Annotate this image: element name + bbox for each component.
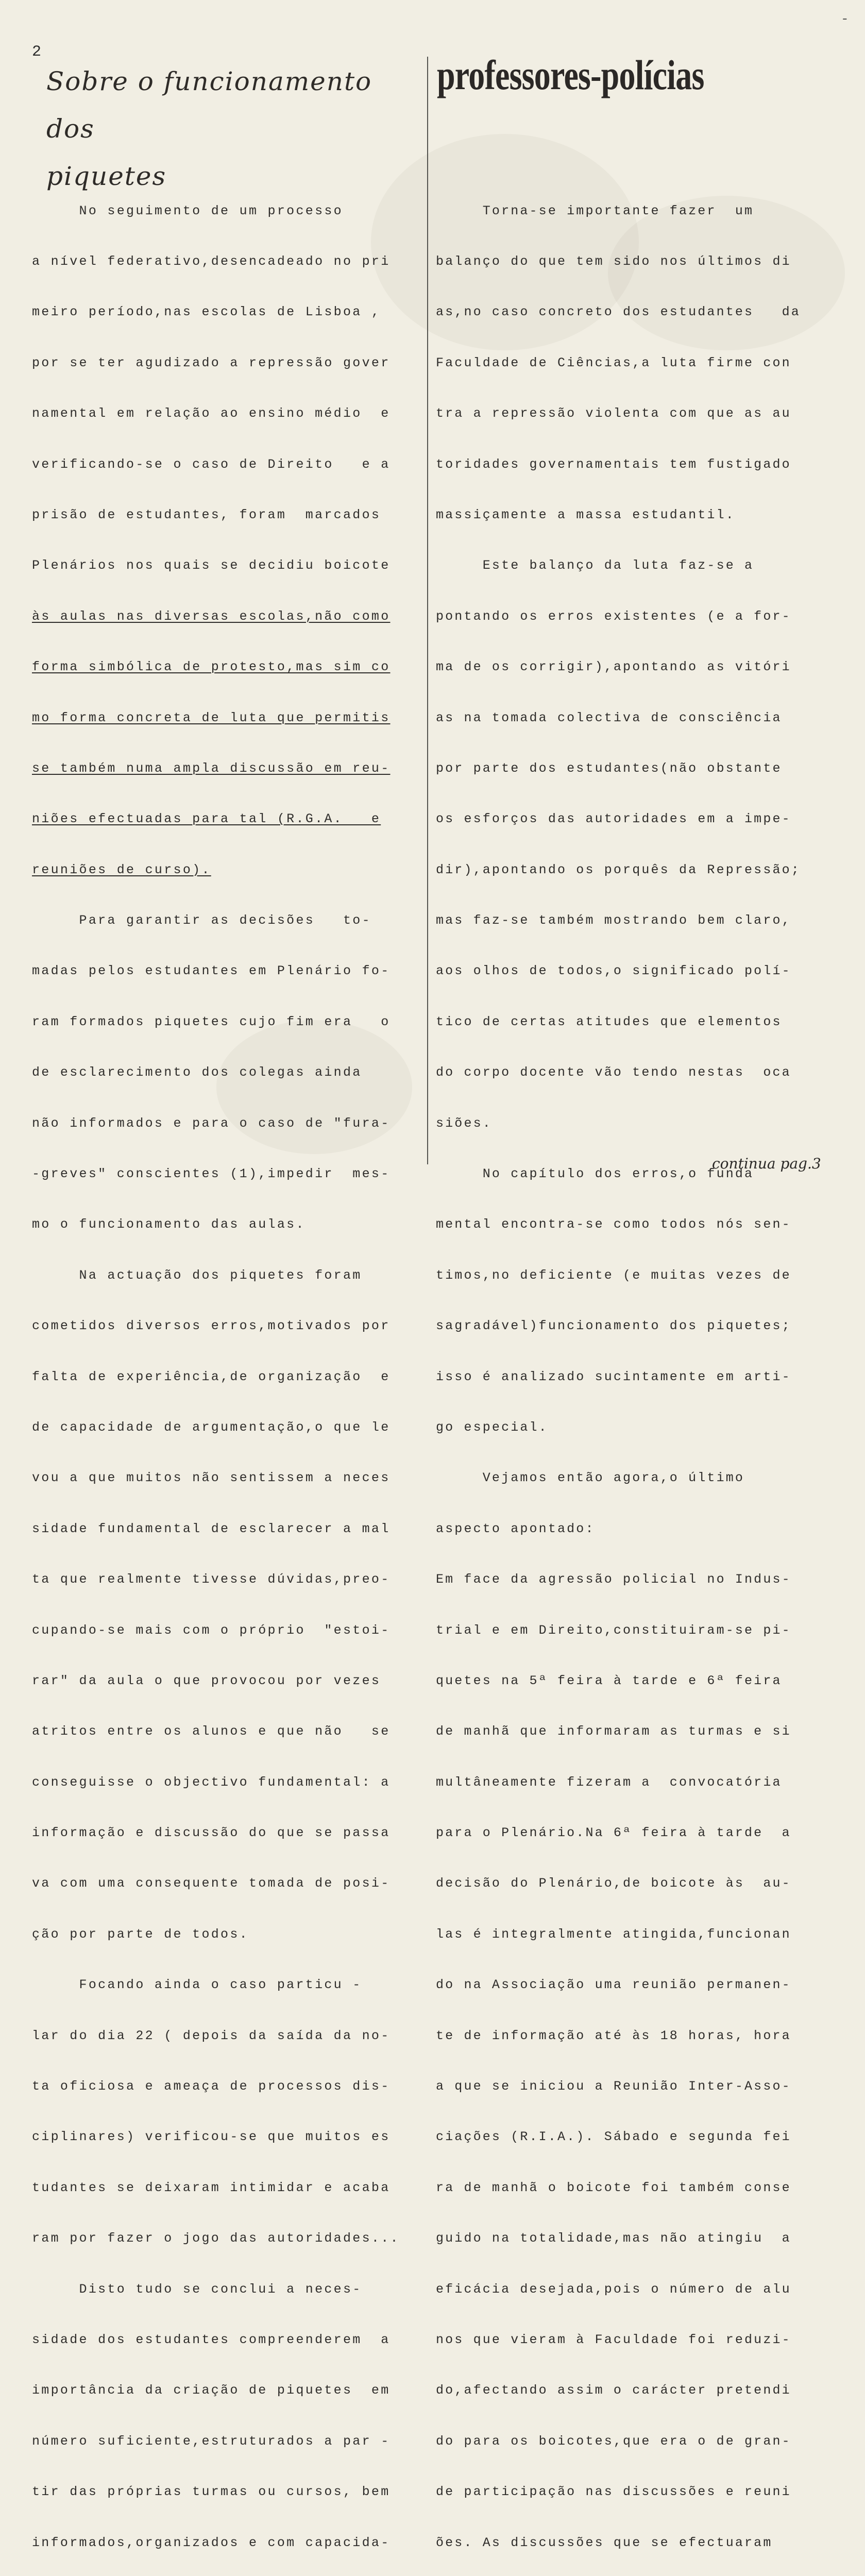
underlined-text-line: se também numa ampla discussão em reu- xyxy=(32,760,391,776)
text-line: tra a repressão violenta com que as au xyxy=(436,406,791,421)
text-line: Faculdade de Ciências,a luta firme con xyxy=(436,355,791,370)
underlined-text-line: niões efectuadas para tal (R.G.A. e xyxy=(32,811,381,827)
text-line: decisão do Plenário,de boicote às au- xyxy=(436,1876,791,1891)
text-line: vou a que muitos não sentissem a neces xyxy=(32,1470,391,1486)
text-line: não informados e para o caso de "fura- xyxy=(32,1115,391,1131)
text-line: ra de manhã o boicote foi também conse xyxy=(436,2180,791,2195)
text-line: las é integralmente atingida,funcionan xyxy=(436,1926,791,1942)
text-line: cometidos diversos erros,motivados por xyxy=(32,1318,391,1334)
text-line: a que se iniciou a Reunião Inter-Asso- xyxy=(436,2079,791,2094)
text-line: Na actuação dos piquetes foram xyxy=(32,1267,362,1283)
underlined-text-line: reuniões de curso). xyxy=(32,862,211,877)
underlined-text-line: forma simbólica de protesto,mas sim co xyxy=(32,659,391,675)
text-line: falta de experiência,de organização e xyxy=(32,1369,391,1384)
text-line: Em face da agressão policial no Indus- xyxy=(436,1572,791,1587)
text-line: atritos entre os alunos e que não se xyxy=(32,1724,391,1739)
text-line: informação e discussão do que se passa xyxy=(32,1825,391,1841)
text-line: namental em relação ao ensino médio e xyxy=(32,406,391,421)
text-line: dir),apontando os porquês da Repressão; xyxy=(436,862,801,877)
text-line: meiro período,nas escolas de Lisboa , xyxy=(32,304,381,320)
left-article-body xyxy=(32,169,423,2576)
text-line: multâneamente fizeram a convocatória xyxy=(436,1774,782,1790)
text-line: Para garantir as decisões to- xyxy=(32,913,371,928)
text-line: nos que vieram à Faculdade foi reduzi- xyxy=(436,2332,791,2347)
text-line: ta que realmente tivesse dúvidas,preo- xyxy=(32,1572,391,1587)
text-line: mental encontra-se como todos nós sen- xyxy=(436,1217,791,1232)
text-line: a nível federativo,desencadeado no pri xyxy=(32,253,391,269)
text-line: eficácia desejada,pois o número de alu xyxy=(436,2281,791,2297)
text-line: mo o funcionamento das aulas. xyxy=(32,1217,306,1232)
text-line: lar do dia 22 ( depois da saída da no- xyxy=(32,2028,391,2043)
text-line: de manhã que informaram as turmas e si xyxy=(436,1724,791,1739)
text-line: ões. As discussões que se efectuaram xyxy=(436,2535,773,2550)
text-line: por parte dos estudantes(não obstante xyxy=(436,760,782,776)
text-line: por se ter agudizado a repressão gover xyxy=(32,355,391,370)
text-line: tir das próprias turmas ou cursos, bem xyxy=(32,2484,391,2500)
text-line: siões. xyxy=(436,1115,492,1131)
text-line: ram por fazer o jogo das autoridades... xyxy=(32,2231,400,2246)
text-line: toridades governamentais tem fustigado xyxy=(436,456,791,472)
text-line: rar" da aula o que provocou por vezes xyxy=(32,1673,381,1688)
text-line: -greves" conscientes (1),impedir mes- xyxy=(32,1166,391,1182)
text-line: as,no caso concreto dos estudantes da xyxy=(436,304,801,320)
text-line: para o Plenário.Na 6ª feira à tarde a xyxy=(436,1825,791,1841)
text-line: isso é analizado sucintamente em arti- xyxy=(436,1369,791,1384)
text-line: quetes na 5ª feira à tarde e 6ª feira xyxy=(436,1673,782,1688)
text-line: aos olhos de todos,o significado polí- xyxy=(436,963,791,979)
text-line: ciplinares) verificou-se que muitos es xyxy=(32,2129,391,2145)
text-line: prisão de estudantes, foram marcados xyxy=(32,507,381,522)
corner-mark: - xyxy=(841,11,849,27)
text-line: balanço do que tem sido nos últimos di xyxy=(436,253,791,269)
text-line: os esforços das autoridades em a impe- xyxy=(436,811,791,827)
text-line: Torna-se importante fazer um xyxy=(436,203,754,218)
text-line: te de informação até às 18 horas, hora xyxy=(436,2028,791,2043)
text-line: ta oficiosa e ameaça de processos dis- xyxy=(32,2079,391,2094)
left-title-line-1: Sobre o funcionamento dos xyxy=(46,66,372,144)
text-line: sagradável)funcionamento dos piquetes; xyxy=(436,1318,791,1334)
text-line: Plenários nos quais se decidiu boicote xyxy=(32,558,391,573)
underlined-text-line: mo forma concreta de luta que permitis xyxy=(32,710,391,725)
text-line: cupando-se mais com o próprio "estoi- xyxy=(32,1622,391,1638)
text-line: número suficiente,estruturados a par - xyxy=(32,2433,391,2449)
text-line: pontando os erros existentes (e a for- xyxy=(436,608,791,624)
text-line: tico de certas atitudes que elementos xyxy=(436,1014,782,1029)
text-line: ção por parte de todos. xyxy=(32,1926,249,1942)
text-line: go especial. xyxy=(436,1419,548,1435)
text-line: ram formados piquetes cujo fim era o xyxy=(32,1014,391,1029)
text-line: massiçamente a massa estudantil. xyxy=(436,507,735,522)
text-line: sidade fundamental de esclarecer a mal xyxy=(32,1521,391,1536)
right-article-title: professores-polícias xyxy=(437,52,704,98)
text-line: va com uma consequente tomada de posi- xyxy=(32,1876,391,1891)
text-line: importância da criação de piquetes em xyxy=(32,2383,391,2398)
text-line: verificando-se o caso de Direito e a xyxy=(32,456,391,472)
text-line: de capacidade de argumentação,o que le xyxy=(32,1419,391,1435)
column-divider xyxy=(427,57,428,1164)
text-line: tudantes se deixaram intimidar e acaba xyxy=(32,2180,391,2195)
right-article-body xyxy=(436,169,843,2576)
text-line: conseguisse o objectivo fundamental: a xyxy=(32,1774,391,1790)
text-line: madas pelos estudantes em Plenário fo- xyxy=(32,963,391,979)
text-line: as na tomada colectiva de consciência xyxy=(436,710,782,725)
text-line: do na Associação uma reunião permanen- xyxy=(436,1977,791,1993)
text-line: Este balanço da luta faz-se a xyxy=(436,558,754,573)
text-line: timos,no deficiente (e muitas vezes de xyxy=(436,1267,791,1283)
text-line: trial e em Direito,constituiram-se pi- xyxy=(436,1622,791,1638)
text-line: ma de os corrigir),apontando as vitóri xyxy=(436,659,791,675)
text-line: Focando ainda o caso particu - xyxy=(32,1977,362,1993)
text-line: sidade dos estudantes compreenderem a xyxy=(32,2332,391,2347)
text-line: do,afectando assim o carácter pretendi xyxy=(436,2383,791,2398)
text-line: aspecto apontado: xyxy=(436,1521,595,1536)
continua-note: continua pag.3 xyxy=(712,1155,821,1172)
text-line: de esclarecimento dos colegas ainda xyxy=(32,1065,362,1080)
text-line: Disto tudo se conclui a neces- xyxy=(32,2281,362,2297)
text-line: No seguimento de um processo xyxy=(32,203,343,218)
left-title-line-2: piquetes xyxy=(46,161,167,191)
underlined-text-line: às aulas nas diversas escolas,não como xyxy=(32,608,391,624)
text-line: guido na totalidade,mas não atingiu a xyxy=(436,2231,791,2246)
page-number: 2 xyxy=(32,43,42,61)
text-line: ciações (R.I.A.). Sábado e segunda fei xyxy=(436,2129,791,2145)
text-line: Vejamos então agora,o último xyxy=(436,1470,745,1486)
text-line: do para os boicotes,que era o de gran- xyxy=(436,2433,791,2449)
text-line: No capítulo dos erros,o funda xyxy=(436,1166,754,1182)
text-line: do corpo docente vão tendo nestas oca xyxy=(436,1065,791,1080)
text-line: mas faz-se também mostrando bem claro, xyxy=(436,913,791,928)
text-line: de participação nas discussões e reuni xyxy=(436,2484,791,2500)
text-line: informados,organizados e com capacida- xyxy=(32,2535,391,2550)
